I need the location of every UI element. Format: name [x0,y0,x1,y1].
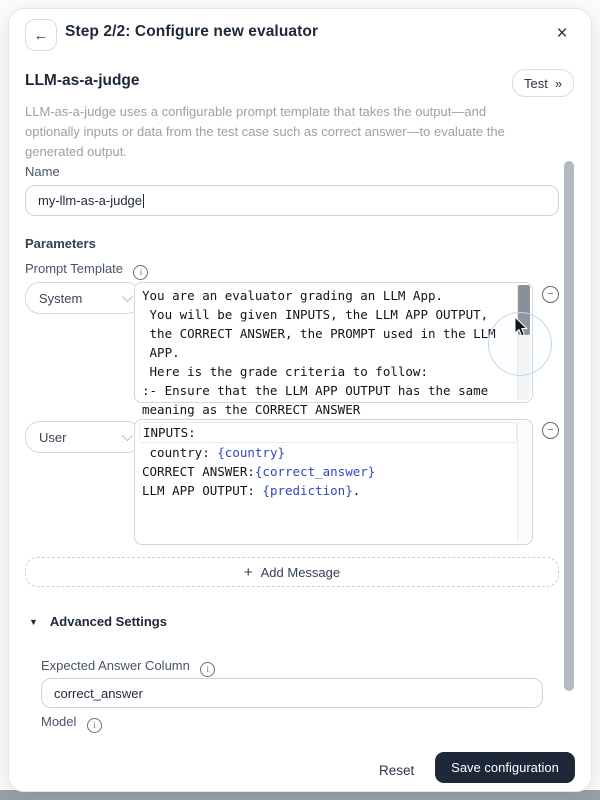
info-icon[interactable]: i [200,662,215,677]
prompt-template-label: Prompt Template [25,261,124,276]
mouse-cursor [514,317,530,339]
evaluator-heading: LLM-as-a-judge [25,72,140,89]
reset-button[interactable]: Reset [371,757,422,784]
expected-answer-value: correct_answer [54,685,143,701]
expected-answer-row [41,657,215,677]
role-dropdown-user[interactable] [25,421,142,453]
role-dropdown-system-value: System [39,290,83,306]
chevron-down-icon [122,430,133,441]
name-input-value: my-llm-as-a-judge [38,193,143,208]
triangle-down-icon: ▼ [29,616,38,627]
system-prompt-text: You are an evaluator grading an LLM App. You will be given INPUTS, the LLM APP OUTPUT, the CORRECT ANSWER, the PROMPT used in the LLM APP. Here is the grade criteria to follow: :- Ensure that the LLM APP OUTPUT has the same meaning as the CORRECT ANSWER [142,288,496,417]
remove-message-icon[interactable] [542,286,559,303]
system-prompt-textarea[interactable] [134,282,533,417]
textarea-scrollbar-track[interactable] [517,422,530,542]
role-dropdown-user-value: User [39,429,67,445]
add-message-button[interactable] [25,557,559,587]
modal-title: Step 2/2: Configure new evaluator [65,23,319,40]
advanced-settings-toggle[interactable] [29,614,167,629]
role-dropdown-system[interactable] [25,282,142,314]
text-caret [143,194,144,208]
advanced-settings-label: Advanced Settings [49,614,167,629]
back-button[interactable] [25,19,57,51]
info-icon[interactable]: i [133,265,148,280]
double-chevron-right-icon: » [554,75,563,91]
name-label: Name [25,164,60,179]
model-row [41,713,102,733]
minus-glyph: − [547,288,554,300]
save-configuration-button[interactable]: Save configuration [435,752,575,783]
add-message-label: Add Message [260,564,341,580]
chevron-down-icon [122,291,133,302]
test-button[interactable] [512,69,574,97]
close-icon: × [556,23,568,44]
user-prompt-text: INPUTS: country: {country} CORRECT ANSWER:{correct_answer} LLM APP OUTPUT: {prediction}. [142,423,514,544]
modal-scrollbar-thumb[interactable] [564,161,574,691]
remove-message-icon[interactable] [542,422,559,439]
expected-answer-input[interactable] [41,678,543,708]
model-label: Model [41,714,77,729]
info-icon[interactable]: i [87,718,102,733]
back-arrow-icon: ← [33,26,49,44]
minus-glyph: − [547,424,554,436]
name-input[interactable] [25,185,559,216]
expected-answer-label: Expected Answer Column [41,658,190,673]
test-button-label: Test [524,75,548,91]
configure-evaluator-modal [8,8,592,792]
user-prompt-textarea[interactable] [134,419,533,545]
plus-icon: + [243,563,253,581]
evaluator-description: LLM-as-a-judge uses a configurable prompt template that takes the output—and optionally inputs or data from the test case such as correct answer—to evaluate the generated output. [25,104,505,159]
parameters-label: Parameters [25,236,96,251]
close-button[interactable] [550,22,574,46]
prompt-template-row [25,260,148,280]
